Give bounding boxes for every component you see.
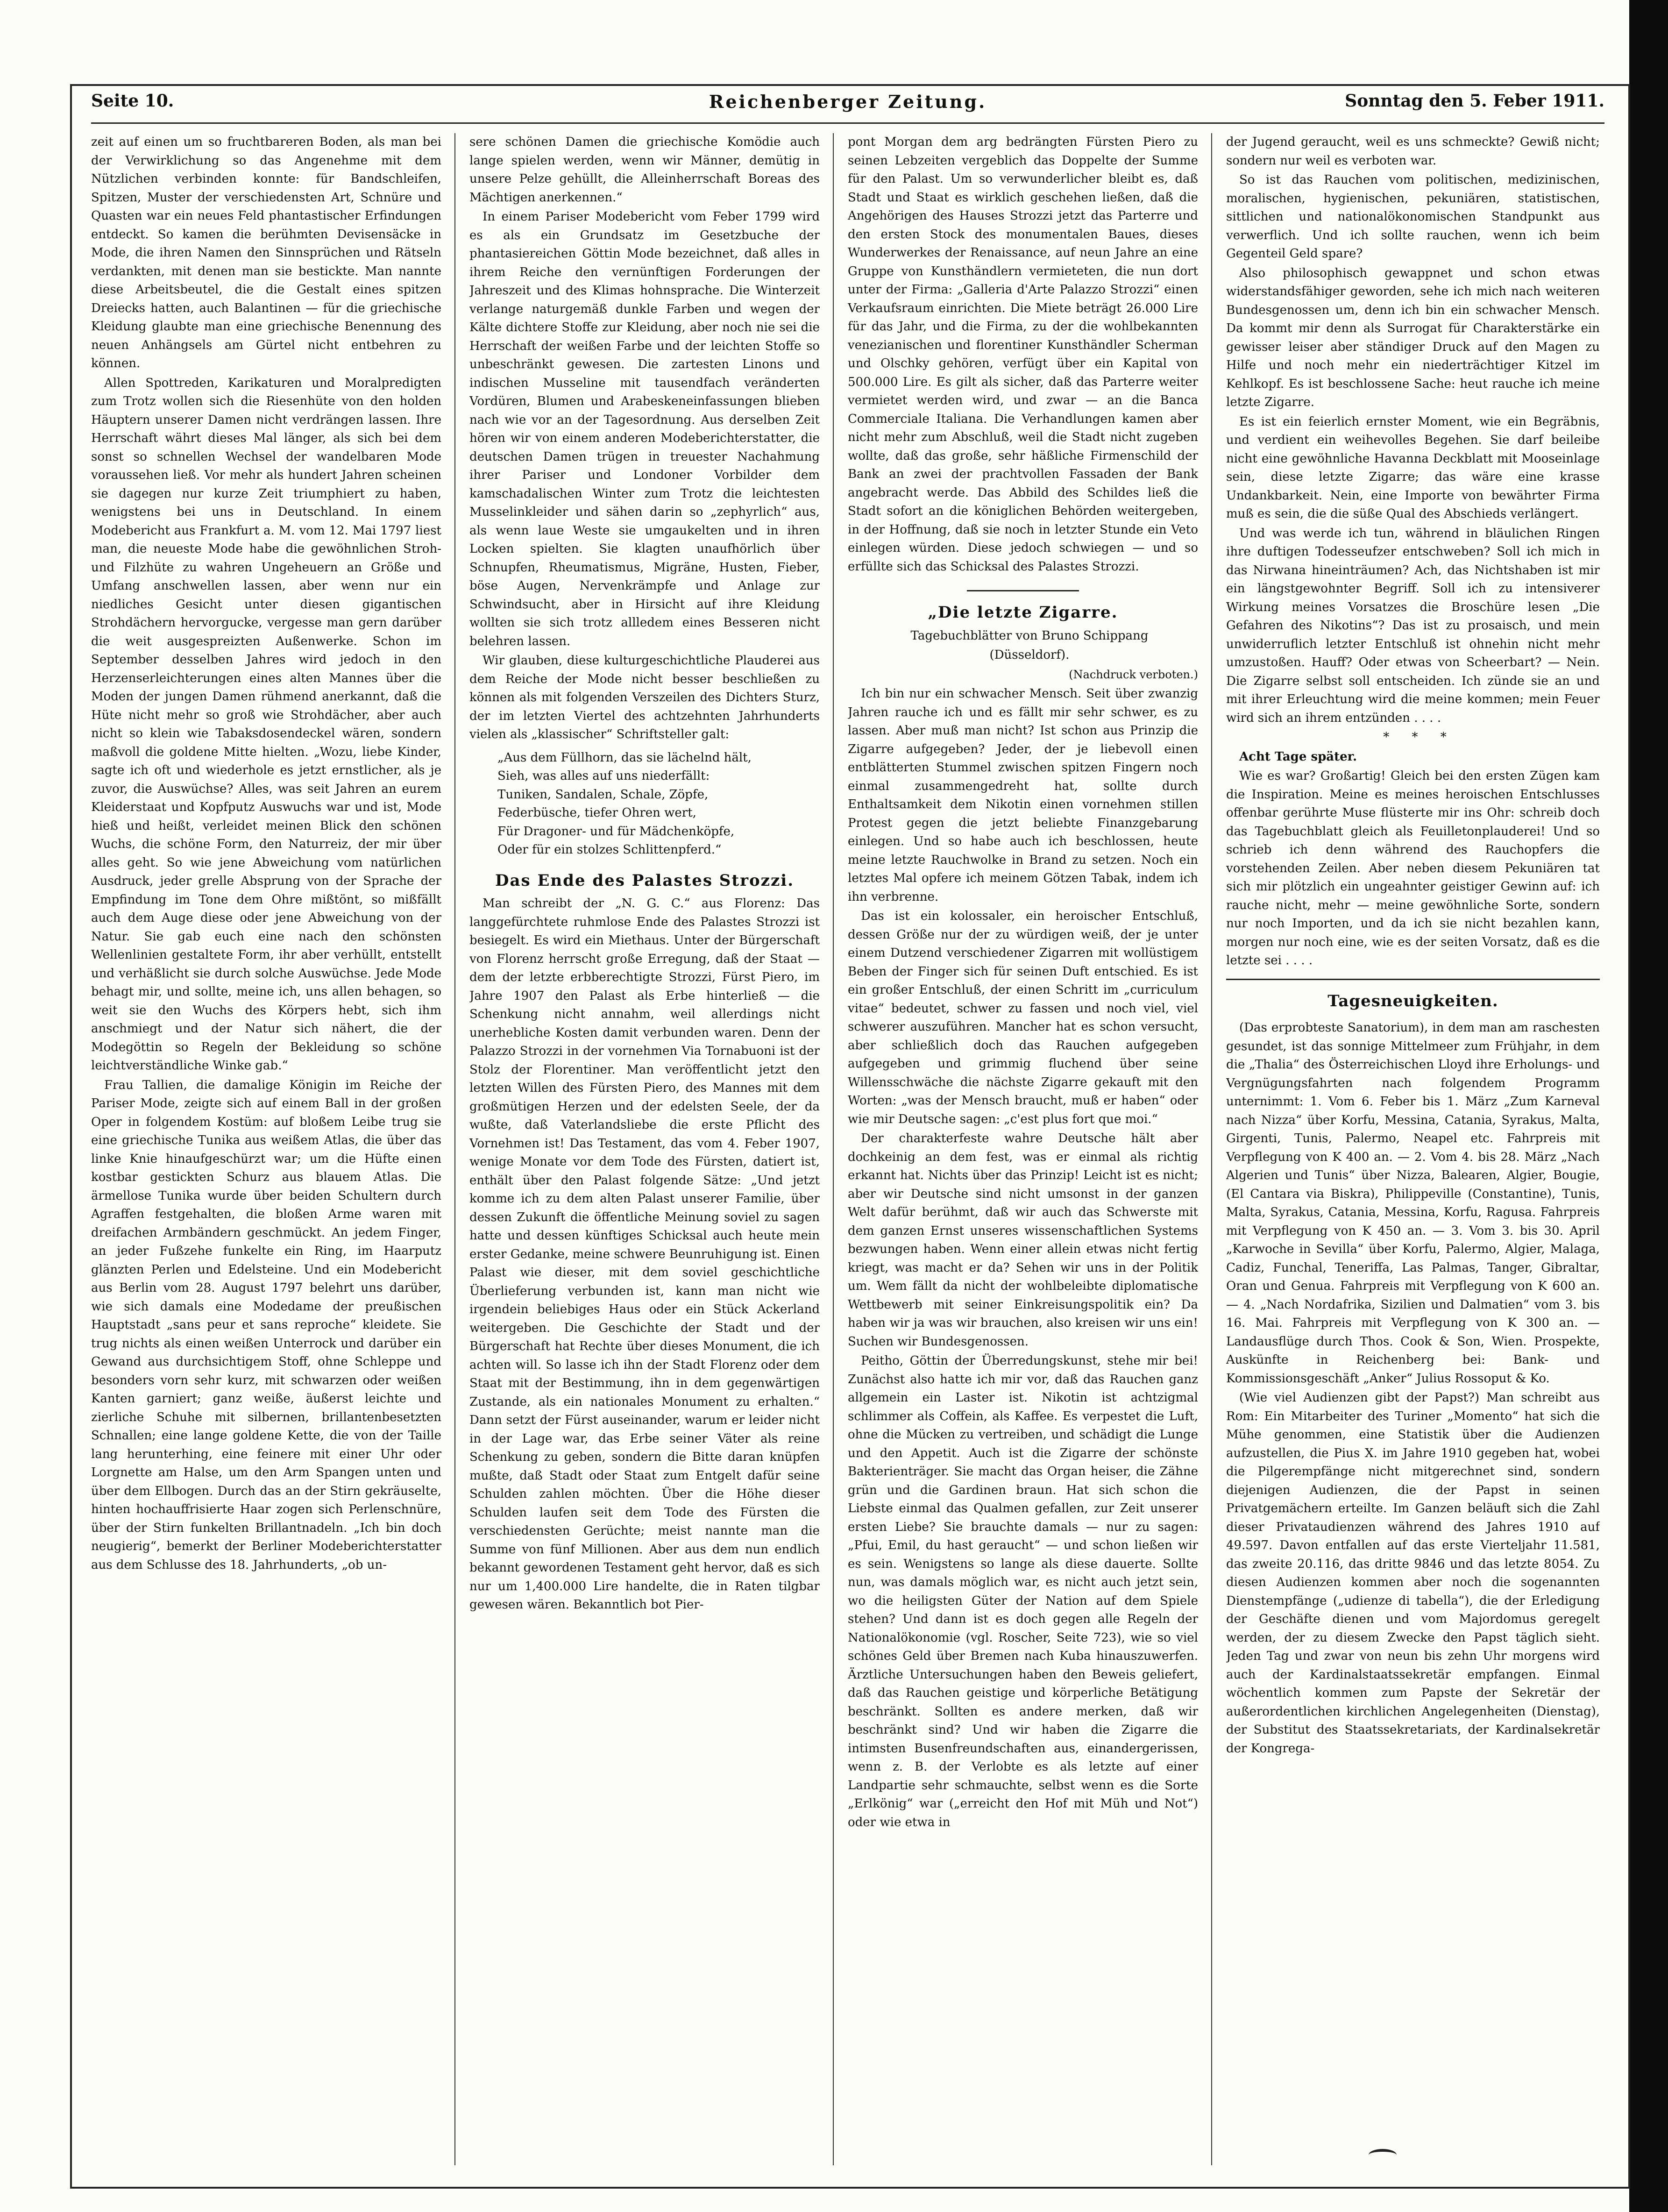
paragraph: zeit auf einen um so fruchtbareren Boden, als man bei der Verwirklichung so das Angenehme mit dem Nützlichen verbinden konnte: für Bandschleifen, Spitzen, Muster der verschiedensten Art, Schnüre und Quasten war ein neues Feld phantastischer Erfindungen entdeckt. So kamen die berühmten Devisensäcke in Mode, die ihren Namen den Sinnsprüchen und Rätseln verdankten, mit denen man sie bestickte. Man nannte diese Arbeitsbeutel, die die Gestalt eines spitzen Dreiecks hatten, auch Balantinen — für die griechische Kleidung glaubte man eine griechische Benennung des neuen Anhängsels am Gürtel nicht entbehren zu können. xyxy=(91,135,441,370)
column-4 xyxy=(1226,133,1600,2165)
paragraph: Das ist ein kolossaler, ein heroischer Entschluß, dessen Größe nur der zu würdigen weiß, der je unter einem Dutzend verschiedener Zigarren mit wollüstigem Beben der Finger sich für seinen Duft entschied. Es ist ein großer Entschluß, der einen Schritt im „curriculum vitae“ bedeutet, schwer zu fassen und noch viel, viel schwerer auszuführen. Mancher hat es schon versucht, aber schließlich doch das Rauchen aufgegeben aufgegeben und grimmig fluchend über seine Willensschwäche die nächste Zigarre gekauft mit den Worten: „was der Mensch braucht, muß er haben“ oder wie mir Deutsche sagen: „c'est plus fort que moi.“ xyxy=(848,909,1198,1126)
paragraph: Wie es war? Großartig! Gleich bei den ersten Zügen kam die Inspiration. Meine es meines heroischen Entschlusses offenbar gerührte Muse flüsterte mir ins Ohr: schreib doch das Tagebuchblatt gleich als Feuilletonplauderei! Und so schrieb ich denn während des Rauchopfers die vorstehenden Zeilen. Aber neben diesem Pekuniären tat sich mir plötzlich ein ungeahnter geistiger Gewinn auf: ich rauche nicht, mehr — meine gewöhnliche Sorte, sondern nur noch Importen, und da ich sie nicht bezahlen kann, morgen nur noch eine, wie es der seiten Vorsatz, daß es die letzte sei . . . . xyxy=(1226,769,1600,967)
paragraph: Frau Tallien, die damalige Königin im Reiche der Pariser Mode, zeigte sich auf einem Ball in der großen Oper in folgendem Kostüm: auf bloßem Leibe trug sie eine griechische Tunika aus weißem Atlas, die über das linke Knie hinaufgeschürzt war; um die Hüfte einen kostbar gestickten Schurz aus blauem Atlas. Die ärmellose Tunika wurde über beiden Schultern durch Agraffen festgehalten, die bloßen Arme waren mit dreifachen Armbändern geschmückt. An jedem Finger, an jeder Fußzehe funkelte ein Ring, im Haarputz glänzten Perlen und Edelsteine. Und ein Modebericht aus Berlin vom 28. August 1797 belehrt uns darüber, wie sich damals eine Modedame der preußischen Hauptstadt „sans peur et sans reproche“ kleidete. Sie trug nichts als einen weißen Unterrock und darüber ein Gewand aus durchsichtigem Stoff, ohne Schleppe und besonders vorn sehr kurz, mit schwarzen oder weißen Kanten garniert; ganz weiße, äußerst leichte und zierliche Schuhe mit silbernen, brillantenbesetzten Schnallen; eine lange goldene Kette, die von der Taille lang herunterhing, eine feinere mit einer Uhr oder Lorgnette am Halse, um den Arm Spangen unten und über dem Ellbogen. Durch das an der Stirn gekräuselte, hinten hochauffrisierte Haar zogen sich Perlenschnüre, über der Stirn funkelten Brillantnadeln. „Ich bin doch neugierig“, bemerkt der Berliner Modeberichterstatter aus dem Schlusse des 18. Jahrhunderts, „ob un- xyxy=(91,1078,441,1572)
issue-date: Sonntag den 5. Feber 1911. xyxy=(1345,91,1604,111)
verse-line: „Aus dem Füllhorn, das sie lächelnd hält, xyxy=(497,750,752,765)
reprint-note: (Nachdruck verboten.) xyxy=(1069,668,1198,681)
verse-quote xyxy=(469,749,820,860)
verse-line: Federbüsche, tiefer Ohren wert, xyxy=(497,806,696,820)
column-3 xyxy=(848,133,1198,2165)
paragraph: pont Morgan dem arg bedrängten Fürsten Piero zu seinen Lebzeiten vergeblich das Doppelte der Summe für den Palast. Um so verwunderlicher bleibt es, daß Stadt und Staat es wirklich geschehen ließen, daß die Angehörigen des Hauses Strozzi jetzt das Parterre und den ersten Stock des monumentalen Baues, dieses Wunderwerkes der Renaissance, auf neun Jahre an eine Gruppe von Kunsthändlern vermieteten, die nun dort unter der Firma: „Galleria d'Arte Palazzo Strozzi“ einen Verkaufsraum einrichten. Die Miete beträgt 26.000 Lire für das Jahr, und die Firma, zu der die wohlbekannten venezianischen und florentiner Kunsthändler Scherman und Olschky gehören, verfügt über ein Kapital von 500.000 Lire. Es gilt als sicher, daß das Parterre weiter vermietet werden wird, und zwar — an die Banca Commerciale Italiana. Die Verhandlungen kamen aber nicht mehr zum Abschluß, weil die Stadt nicht zugeben wollte, daß das große, sehr häßliche Firmenschild der Bank an zwei der prachtvollen Fassaden der Bank angebracht werde. Das Abbild des Schildes ließ die Stadt sofort an die königlichen Behörden weitergeben, in der Hoffnung, daß sie noch in letzter Stunde ein Veto einlegen würden. Diese jedoch schwiegen — und so erfüllte sich das Schicksal des Palastes Strozzi. xyxy=(848,135,1198,574)
column-rule xyxy=(833,133,834,2165)
article-headline: „Die letzte Zigarre. xyxy=(928,603,1118,622)
column-2 xyxy=(469,133,820,2165)
paragraph: (Das erprobteste Sanatorium), in dem man am raschesten gesundet, ist das sonnige Mittelmeer zum Frühjahr, in dem die „Thalia“ des Österreichischen Lloyd ihre Erholungs- und Vergnügungsfahrten nach folgendem Programm unternimmt: 1. Vom 6. Feber bis 1. März „Zum Karneval nach Nizza“ über Korfu, Messina, Catania, Syrakus, Malta, Girgenti, Tunis, Palermo, Neapel etc. Fahrpreis mit Verpflegung von K 400 an. — 2. Vom 4. bis 28. März „Nach Algerien und Tunis“ über Nizza, Balearen, Algier, Bougie, (El Cantara via Biskra), Philippeville (Constantine), Tunis, Malta, Syrakus, Catania, Messina, Korfu, Ragusa. Fahrpreis mit Verpflegung von K 450 an. — 3. Vom 3. bis 30. April „Karwoche in Sevilla“ über Korfu, Palermo, Algier, Malaga, Cadiz, Funchal, Teneriffa, Las Palmas, Tanger, Gibraltar, Oran und Genua. Fahrpreis mit Verpflegung von K 600 an. — 4. „Nach Nordafrika, Sizilien und Dalmatien“ vom 3. bis 16. Mai. Fahrpreis mit Verpflegung von K 300 an. — Landausflüge durch Thos. Cook & Son, Wien. Prospekte, Auskünfte in Reichenberg bei: Bank- und Kommissionsgeschäft „Anker“ Julius Rossoput & Ko. xyxy=(1226,1021,1600,1386)
section-separator xyxy=(967,590,1079,591)
paragraph: Also philosophisch gewappnet und schon etwas widerstandsfähiger geworden, sehe ich mich nach weiteren Bundesgenossen um, denn ich bin ein schwacher Mensch. Da kommt mir denn als Surrogat für Charakterstärke ein gewisser leiser aber ständiger Druck auf den Magen zu Hilfe und noch mehr ein niederträchtiger Kitzel im Kehlkopf. Es ist beschlossene Sache: heut rauche ich meine letzte Zigarre. xyxy=(1226,266,1600,409)
paragraph: Peitho, Göttin der Überredungskunst, stehe mir bei! Zunächst also hatte ich mir vor, daß das Rauchen ganz allgemein ein Laster ist. Nikotin ist achtzigmal schlimmer als Coffein, als Kaffee. Es verpestet die Luft, ohne die Mücken zu vertreiben, und schädigt die Lunge und den Appetit. Auch ist die Zigarre der schönste Bakterienträger. Sie macht das Organ heiser, die Zähne grün und die Gardinen braun. Hat sich schon die Liebste einmal das Qualmen gefallen, zur Zeit unserer ersten Liebe? Sie brauchte damals — nur zu sagen: „Pfui, Emil, du hast geraucht“ — und schon ließen wir es sein. Wenigstens so lange als diese dauerte. Sollte nun, was damals möglich war, es nicht auch jetzt sein, wo die heiligsten Güter der Nation auf dem Spiele stehen? Und dann ist es doch gegen alle Regeln der Nationalökonomie (vgl. Roscher, Seite 723), wie so viel schönes Geld über Bremen nach Kuba hinauszuwerfen. Ärztliche Untersuchungen haben den Beweis geliefert, daß das Rauchen geistige und körperliche Betätigung beschränkt. Sollten es andere merken, daß wir beschränkt sind? Und wir haben die Zigarre die intimsten Busenfreundschaften aus, einandergerissen, wenn z. B. der Verlobte es als letzte auf einer Landpartie sehr schmauchte, selbst wenn es die Sorte „Erlkönig“ war („erreicht den Hof mit Müh und Not“) oder wie etwa in xyxy=(848,1354,1198,1829)
paragraph: Und was werde ich tun, während in bläulichen Ringen ihre duftigen Todesseufzer entschweben? Soll ich mich in das Nirwana hineinträumen? Ach, das Nichtshaben ist mir ein längstgewohnter Begriff. Soll ich zu intensiverer Wirkung meines Vorsatzes die Broschüre lesen „Die Gefahren des Nikotins“? Das ist zu prosaisch, und mein unwiderruflich letzter Entschluß ist ohnehin nicht mehr umzustoßen. Hauff? Oder etwas von Scheerbart? — Nein. Die Zigarre selbst soll entscheiden. Ich zünde sie an und mit ihrer Erleuchtung wird die meine kommen; mein Feuer wird sich an ihrem entzünden . . . . xyxy=(1226,526,1600,725)
article-byline-place: (Düsseldorf). xyxy=(989,648,1070,662)
verse-line: Sieh, was alles auf uns niederfällt: xyxy=(497,769,710,783)
paragraph: Ich bin nur ein schwacher Mensch. Seit über zwanzig Jahren rauche ich und es fällt mir sehr schwer, es zu lassen. Aber muß man nicht? Ist schon aus Prinzip die Zigarre aufgegeben? Jeder, der je liebevoll einen entblätterten Stummel zwischen spitzen Fingern noch einmal zusammengedreht hat, sollte durch Enthaltsamkeit dem Nikotin einen vornehmen stillen Protest gegen die jetzt beliebte Finanzgebarung einlegen. Und so habe auch ich beschlossen, heute meine letzte Rauchwolke in Brand zu setzen. Noch ein letztes Mal opfere ich meinem Götzen Tabak, indem ich ihn verbrenne. xyxy=(848,687,1198,904)
scan-edge-bar xyxy=(1629,0,1668,2212)
paragraph: So ist das Rauchen vom politischen, medizinischen, moralischen, hygienischen, pekuniären, statistischen, sittlichen und nationalökonomischen Standpunkt aus verwerflich. Und ich sollte rauchen, wenn ich beim Gegenteil Geld spare? xyxy=(1226,173,1600,261)
paragraph: (Wie viel Audienzen gibt der Papst?) Man schreibt aus Rom: Ein Mitarbeiter des Turiner „Momento“ hat sich die Mühe genommen, eine Statistik über die Audienzen aufzustellen, die Pius X. im Jahre 1910 gegeben hat, wobei die Pilgerempfänge nicht mitgerechnet sind, sondern diejenigen Audienzen, die der Papst in seinen Privatgemächern erteilte. Im Ganzen beläuft sich die Zahl dieser Privataudienzen während des Jahres 1910 auf 49.597. Davon entfallen auf das erste Vierteljahr 11.581, das zweite 20.116, das dritte 9846 und das letzte 8054. Zu diesen Audienzen kommen aber noch die sogenannten Dienstempfänge („udienze di tabella“), die der Erledigung der Geschäfte dienen und vom Majordomus geregelt werden, der zu diesem Zwecke den Papst täglich sieht. Jeden Tag und zwar von neun bis zehn Uhr morgens wird auch der Kardinalstaatssekretär empfangen. Einmal wöchentlich kommen zum Papste der Sekretär der außerordentlichen kirchlichen Angelegenheiten (Dienstag), der Substitut des Staatssekretariats, der Kardinalsekretär der Kongrega- xyxy=(1226,1391,1600,1756)
paragraph: Allen Spottreden, Karikaturen und Moralpredigten zum Trotz wollen sich die Riesenhüte von den holden Häuptern unserer Damen nicht verdrängen lassen. Ihre Herrschaft währt dieses Mal länger, als sich bei dem sonst so schnellen Wechsel der wandelbaren Mode voraussehen ließ. Vor mehr als hundert Jahren scheinen sie dagegen nur kurze Zeit triumphiert zu haben, wenigstens bei uns in Deutschland. In einem Modebericht aus Frankfurt a. M. vom 12. Mai 1797 liest man, die neueste Mode habe die gewöhnlichen Stroh- und Filzhüte zu wahren Ungeheuern an Größe und Umfang anschwellen lassen, aber wenn nur ein niedliches Gesicht unter diesen gigantischen Strohdächern hervorgucke, vergesse man gern darüber die weit ausgespreizten Außenwerke. Schon im September desselben Jahres wird jedoch in den Herzenserleichterungen eines alten Mannes über die Moden der jungen Damen rühmend anerkannt, daß die Hüte nicht mehr so groß wie Strohdächer, aber auch nicht so klein wie Tabaksdosendeckel wären, sondern maßvoll die goldene Mitte hielten. „Wozu, liebe Kinder, sagte ich oft und wiederhole es jetzt ernstlicher, als je zuvor, die Auswüchse? Alles, was seit Jahren an eurem Kleiderstaat und Kopfputz Auswuchs war und ist, Mode hieß und heißt, verleidet meinen Blick den schönen Wuchs, die schöne Form, den Naturreiz, der mir über alles geht. So wie jene Abweichung vom natürlichen Ausdruck, jeder grelle Absprung von der Sprache der Empfindung im Tone dem Ohre mißtönt, so mißfällt auch dem Auge diese oder jene Abweichung von der Natur. Sie gab euch eine nach den schönsten Wellenlinien gestaltete Form, ihr aber verhüllt, entstellt und verhäßlicht sie durch solche Auswüchse. Jede Mode behagt mir, und sollte, meine ich, uns allen behagen, so weit sie den Wuchs des Körpers hebt, sich ihm anschmiegt und der Natur sich nähert, die der Modegöttin so Regeln der Bekleidung so schöne leichtverständliche Winke gab.“ xyxy=(91,376,441,1073)
paragraph: sere schönen Damen die griechische Komödie auch lange spielen werden, wenn wir Männer, demütig in unsere Pelze gehüllt, die Alleinherrschaft Boreas des Mächtigen anerkennen.“ xyxy=(469,135,820,205)
page-bottom-mark xyxy=(1369,2149,1397,2161)
paragraph: Wir glauben, diese kulturgeschichtliche Plauderei aus dem Reiche der Mode nicht besser beschließen zu können als mit folgenden Verszeilen des Dichters Sturz, der im letzten Viertel des achtzehnten Jahrhunderts vielen als „klassischer“ Schriftsteller galt: xyxy=(469,654,820,741)
column-1 xyxy=(91,133,441,2165)
section-headline: Tagesneuigkeiten. xyxy=(1226,979,1600,1011)
newspaper-title: Reichenberger Zeitung. xyxy=(709,91,987,112)
column-rule xyxy=(454,133,455,2165)
page-header xyxy=(91,91,1604,119)
section-stars: * * * xyxy=(1383,730,1456,744)
verse-line: Tuniken, Sandalen, Schale, Zöpfe, xyxy=(497,787,709,802)
paragraph: Der charakterfeste wahre Deutsche hält aber dochkeinig an dem fest, was er einmal als richtig erkannt hat. Nichts über das Prinzip! Leicht ist es nicht; aber wir Deutsche sind nicht umsonst in der ganzen Welt dafür berühmt, daß wir auch das Schwerste mit dem ganzen Ernst unseres wissenschaftlichen Systems bezwungen haben. Wenn einer allein etwas nicht fertig kriegt, was macht er da? Sehen wir uns in der Politik um. Wem fällt da nicht der wohlbeleibte diplomatische Wettbewerb mit seiner Einkreisungspolitik ein? Da haben wir ja was wir brauchen, also kreisen wir uns ein! Suchen wir Bundesgenossen. xyxy=(848,1131,1198,1349)
verse-line: Für Dragoner- und für Mädchenköpfe, xyxy=(497,824,735,839)
page-number: Seite 10. xyxy=(91,91,174,111)
diary-entry-heading: Acht Tage später. xyxy=(1239,749,1357,764)
paragraph: der Jugend geraucht, weil es uns schmeckte? Gewiß nicht; sondern nur weil es verboten war. xyxy=(1226,135,1600,168)
paragraph: Man schreibt der „N. G. C.“ aus Florenz: Das langgefürchtete ruhmlose Ende des Palastes Strozzi ist besiegelt. Es wird ein Miethaus. Unter der Bürgerschaft von Florenz herrscht große Erregung, daß der Staat — dem der letzte erbberechtigte Strozzi, Fürst Piero, im Jahre 1907 den Palast als Erbe hinterließ — die Schenkung nicht annahm, weil allerdings nicht unerhebliche Kosten damit verbunden waren. Denn der Palazzo Strozzi in der vornehmen Via Tornabuoni ist der Stolz der Florentiner. Man veröffentlicht jetzt den letzten Willen des Fürsten Piero, des Mannes mit dem großmütigen Herzen und der edelsten Seele, der da wußte, daß Vaterlandsliebe die erste Pflicht des Vornehmen ist! Das Testament, das vom 4. Feber 1907, wenige Monate vor dem Tode des Fürsten, datiert ist, enthält über den Palast folgende Sätze: „Und jetzt komme ich zu dem alten Palast unserer Familie, über dessen Zukunft die öffentliche Meinung soviel zu sagen hatte und dessen künftiges Schicksal auch heute mein erster Gedanke, meine schwere Beunruhigung ist. Einen Palast wie dieser, mit dem soviel geschichtliche Überlieferung verbunden ist, kann man nicht wie irgendein beliebiges Haus oder ein Stück Ackerland weitergeben. Die Geschichte der Stadt und der Bürgerschaft hat Rechte über dieses Monument, die ich achten will. So lasse ich ihn der Stadt Florenz oder dem Staat mit der Bestimmung, ihn in dem gegenwärtigen Zustande, als ein nationales Monument zu erhalten.“ Dann setzt der Fürst auseinander, warum er leider nicht in der Lage war, das Erbe seiner Väter als reine Schenkung zu geben, sondern die Bitte daran knüpfen mußte, daß Stadt oder Staat zum Entgelt dafür seine Schulden zahlen möchten. Über die Höhe dieser Schulden laufen seit dem Tode des Fürsten die verschiedensten Gerüchte; meist nannte man die Summe von fünf Millionen. Aber aus dem nun endlich bekannt gewordenen Testament geht hervor, daß es sich nur um 1,400.000 Lire handelte, die in Raten tilgbar gewesen wären. Bekanntlich bot Pier- xyxy=(469,896,820,1612)
column-rule xyxy=(1211,133,1212,2165)
header-rule xyxy=(91,122,1604,124)
article-byline: Tagebuchblätter von Bruno Schippang xyxy=(910,628,1149,643)
paragraph: In einem Pariser Modebericht vom Feber 1799 wird es als ein Grundsatz im Gesetzbuche der phantasiereichen Göttin Mode bezeichnet, daß alles in ihrem Reiche den vernünftigen Forderungen der Jahreszeit und des Klimas hohnsprache. Die Winterzeit verlange naturgemäß dunkle Farben und wegen der Kälte dichtere Stoffe zur Kleidung, aber noch nie sei die Herrschaft der weißen Farbe und der leichten Stoffe so unbeschränkt gewesen. Die zartesten Linons und indischen Musseline mit tausendfach veränderten Vordüren, Blumen und Arabeskeneinfassungen blieben nach wie vor an der Tagesordnung. Aus derselben Zeit hören wir von einem anderen Modeberichterstatter, die deutschen Damen trügen in treuester Nachahmung ihrer Pariser und Londoner Vorbilder dem kamschadalischen Winter zum Trotz die leichtesten Musselinkleider und sähen darin so „zephyrlich“ aus, als wenn laue Weste sie umgaukelten und in ihren Locken spielten. Sie klagten unaufhörlich über Schnupfen, Rheumatismus, Migräne, Husten, Fieber, böse Augen, Nervenkrämpfe und Anlage zur Schwindsucht, aber in Hirsicht auf ihre Kleidung wollten sie sich trotz allledem eines Besseren nicht belehren lassen. xyxy=(469,210,820,648)
article-headline: Das Ende des Palastes Strozzi. xyxy=(495,871,795,890)
paragraph: Es ist ein feierlich ernster Moment, wie ein Begräbnis, und verdient ein weihevolles Begehen. Sie darf beileibe nicht eine gewöhnliche Havanna Deckblatt mit Mooseinlage sein, diese letzte Zigarre; das wäre eine krasse Undankbarkeit. Nein, eine Importe von bewährter Firma muß es sein, die die süße Qual des Abschieds verlängert. xyxy=(1226,414,1600,521)
verse-line: Oder für ein stolzes Schlittenpferd.“ xyxy=(497,843,722,857)
